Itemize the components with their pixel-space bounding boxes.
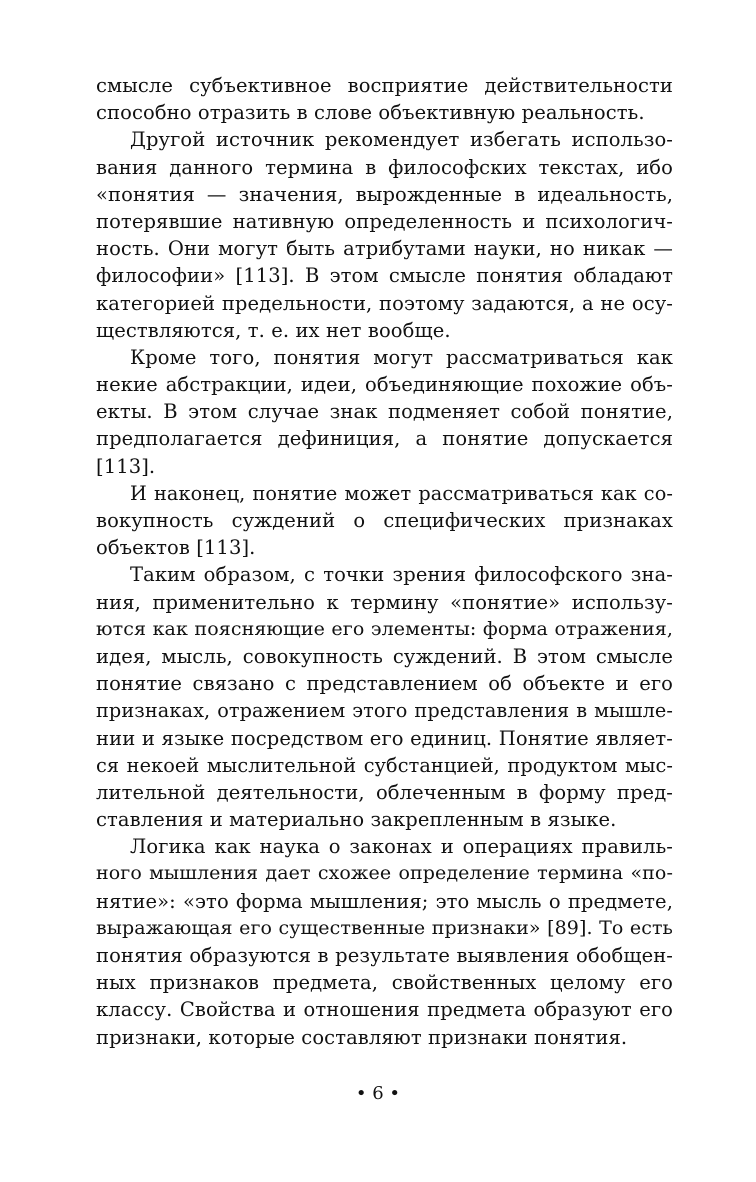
paragraph-1 [96,72,673,126]
paragraph-line: нятие»: «это форма мышления; это мысль о предмете, [96,889,673,913]
paragraph-line: ного мышления дает схожее определение термина «по- [96,862,673,885]
paragraph-3 [96,344,673,480]
paragraph-line: предполагается дефиниция, а понятие допускается [96,427,673,451]
paragraph-line: признаках, отражением этого представления в мышле- [96,699,673,723]
paragraph-line: Таким образом, с точки зрения философского зна- [130,563,673,587]
paragraph-line: некие абстракции, идеи, объединяющие похожие объ- [96,373,673,397]
paragraph-line: смысле субъективное восприятие действительности [96,74,673,97]
paragraph-line: «понятия — значения, вырожденные в идеальность, [96,182,673,206]
paragraph-6 [96,833,673,1051]
paragraph-line: понятия образуются в результате выявления обобщен- [96,944,673,967]
page-body [96,72,673,1051]
paragraph-line: вания данного термина в философских текстах, ибо [96,155,673,179]
paragraph-line: выражающая его существенные признаки» [89]. То есть [96,916,673,939]
paragraph-line: признаки, которые составляют признаки понятия. [96,1025,628,1049]
paragraph-5 [96,561,673,833]
paragraph-line: способно отразить в слове объективную реальность. [96,101,645,125]
paragraph-line: классу. Свойства и отношения предмета образуют его [96,998,673,1022]
paragraph-line: категорией предельности, поэтому задаются, а не осу- [96,291,673,315]
paragraph-line: ществляются, т. е. их нет вообще. [96,318,451,342]
paragraph-line: объектов [113]. [96,536,256,560]
paragraph-line: идея, мысль, совокупность суждений. В этом смысле [96,644,673,668]
paragraph-4 [96,480,673,562]
paragraph-line: [113]. [96,454,156,478]
paragraph-line: философии» [113]. В этом смысле понятия обладают [96,264,673,288]
paragraph-line: Кроме того, понятия могут рассматриваться как [130,345,673,369]
paragraph-line: понятие связано с представлением об объекте и его [96,672,673,696]
paragraph-line: ных признаков предмета, свойственных целому его [96,971,673,995]
paragraph-line: потерявшие нативную определенность и психологич- [96,209,673,233]
paragraph-line: Логика как наука о законах и операциях правиль- [130,835,673,859]
paragraph-line: ся некоей мыслительной субстанцией, продуктом мыс- [96,753,673,777]
paragraph-line: нии и языке посредством его единиц. Понятие являет- [96,726,673,750]
paragraph-line: лительной деятельности, облеченным в форму пред- [96,780,673,804]
paragraph-line: ются как поясняющие его элементы: форма отражения, [96,617,673,640]
paragraph-line: вокупность суждений о специфических признаках [96,509,673,532]
paragraph-line: екты. В этом случае знак подменяет собой понятие, [96,400,673,424]
paragraph-line: ставления и материально закрепленным в языке. [96,808,617,832]
paragraph-line: Другой источник рекомендует избегать использо- [130,128,673,152]
paragraph-line: ния, применительно к термину «понятие» использу- [96,590,673,614]
paragraph-line: И наконец, понятие может рассматриваться как со- [130,481,673,505]
paragraph-line: ность. Они могут быть атрибутами науки, но никак — [96,237,673,261]
page-number: • 6 • [355,1083,401,1104]
paragraph-2 [96,126,673,344]
